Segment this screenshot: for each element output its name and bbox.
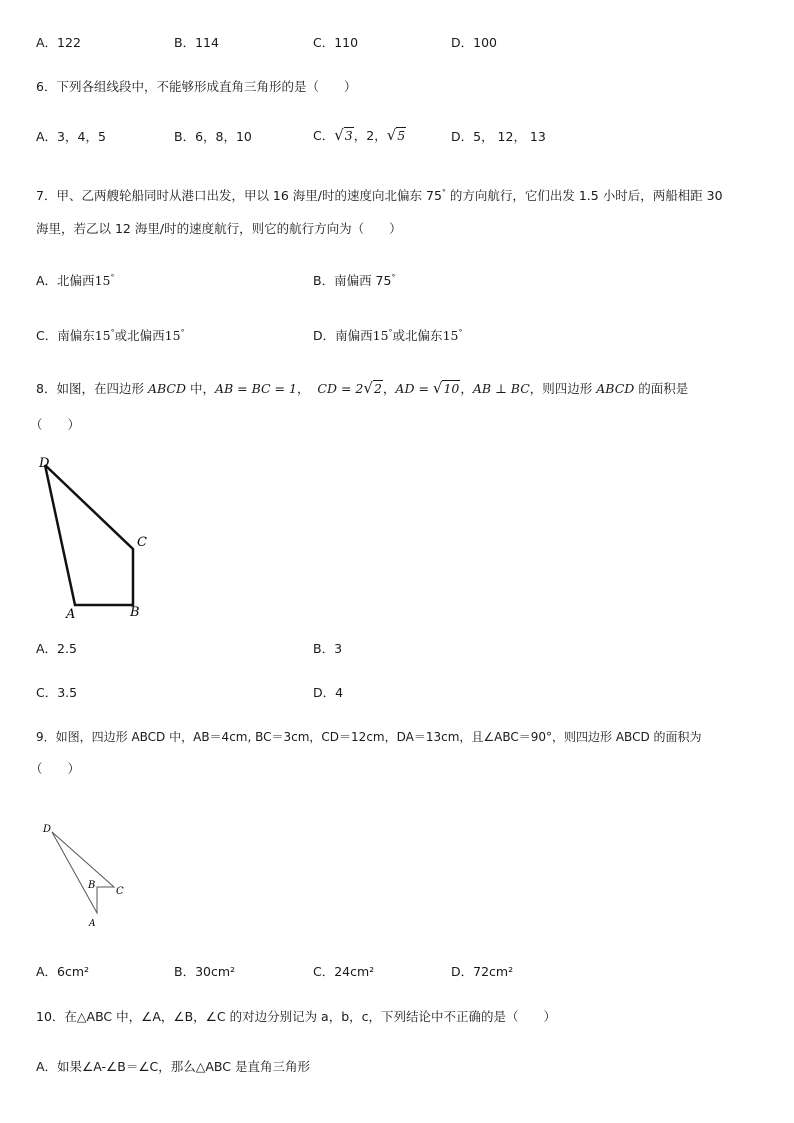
q8-ad-label: AD =: [395, 381, 433, 396]
q9-figure: [36, 815, 136, 930]
degree-sign: °: [180, 328, 185, 337]
q8-label-b: B: [130, 605, 140, 620]
q7-option-a-angle: 15: [94, 273, 111, 289]
q7-option-b: [313, 269, 395, 290]
q6-option-d: D．5， 12， 13: [451, 129, 546, 144]
q8-stem-mid2: ，则四边形: [529, 381, 597, 396]
q10-stem: 10．在△ABC 中，∠A，∠B，∠C 的对边分别记为 a，b，c，下列结论中不正确的是（ ）: [36, 1009, 557, 1024]
q7-option-b-text: B．南偏西 75: [313, 273, 392, 289]
q7-stem-line1: [36, 184, 723, 205]
q9-stem: 9．如图，四边形 ABCD 中，AB＝4cm, BC＝3cm，CD＝12cm，DA＝13cm，且∠ABC＝90°，则四边形 ABCD 的面积为: [36, 730, 702, 744]
q7-option-d: [313, 324, 462, 345]
degree-sign: °: [441, 188, 446, 197]
q6-option-c-prefix: C．: [313, 128, 335, 143]
q7-option-d-angle1: 15: [372, 328, 389, 344]
q6-option-c: [313, 126, 406, 145]
q8-quad-name: ABCD: [596, 381, 635, 396]
sqrt-radicand: 3: [344, 128, 353, 143]
q6-option-b: B．6，8，10: [174, 129, 252, 144]
q10-option-a: A．如果∠A-∠B＝∠C，那么△ABC 是直角三角形: [36, 1059, 310, 1074]
q9-answer-paren: （ ）: [30, 761, 81, 776]
q8-stem-mid1: 中，: [185, 381, 215, 396]
sqrt-radicand: 5: [397, 128, 406, 143]
q9-label-c: C: [116, 886, 124, 897]
q6-option-a: A．3，4，5: [36, 129, 106, 144]
q9-option-b: B．30cm²: [174, 964, 236, 979]
q8-stem-line1: [36, 379, 688, 398]
q7-option-c-text1: C．南偏东: [36, 328, 95, 344]
q7-option-c-text2: 或北偏西: [114, 328, 165, 344]
degree-sign: °: [391, 273, 396, 282]
q9-quadrilateral: [52, 832, 114, 913]
q9-option-c: C．24cm²: [313, 964, 375, 979]
q8-option-a: A．2.5: [36, 641, 77, 656]
q8-stem-end: 的面积是: [634, 381, 689, 396]
q5-option-a: A．122: [36, 35, 81, 50]
q7-stem-part2: 的方向航行，它们出发 1.5 小时后，两船相距 30: [445, 188, 723, 204]
q7-option-c-angle2: 15: [164, 328, 181, 344]
q5-option-d: D．100: [451, 35, 497, 50]
q8-option-b: B．3: [313, 641, 343, 656]
sqrt-2: √2: [363, 379, 382, 397]
q9-option-d: D．72cm²: [451, 964, 514, 979]
q8-cond-perp: AB ⊥ BC: [472, 381, 530, 396]
sqrt-5: √5: [386, 126, 406, 144]
q8-cond-ab-bc: AB = BC = 1: [214, 381, 297, 396]
q5-option-c: C．110: [313, 35, 359, 50]
degree-sign: °: [458, 328, 463, 337]
sqrt-radicand: 10: [443, 381, 460, 396]
q9-label-a: A: [89, 919, 96, 929]
q7-stem-line2: 海里，若乙以 12 海里/时的速度航行，则它的航行方向为（ ）: [36, 221, 402, 236]
separator: ，: [382, 381, 396, 396]
q7-option-d-text1: D．南偏西: [313, 328, 373, 344]
q9-label-b: B: [88, 880, 96, 891]
q8-stem-prefix: 8．如图，在四边形: [36, 381, 148, 396]
q8-label-d: D: [39, 456, 50, 471]
q6-option-c-mid: ，2，: [353, 128, 387, 143]
q8-label-c: C: [137, 535, 147, 550]
q6-stem: 6．下列各组线段中，不能够形成直角三角形的是（ ）: [36, 79, 357, 94]
degree-sign: °: [110, 273, 115, 282]
q8-quad-name: ABCD: [147, 381, 186, 396]
sqrt-10: √10: [432, 379, 460, 397]
q8-quadrilateral: [45, 465, 133, 605]
q8-label-a: A: [66, 607, 76, 622]
q8-cd-label: CD = 2: [317, 381, 364, 396]
separator: ，: [460, 381, 473, 396]
separator: ，: [296, 381, 310, 396]
degree-sign: °: [110, 328, 115, 337]
q8-answer-paren: （ ）: [30, 417, 81, 432]
q7-option-d-text2: 或北偏东: [392, 328, 443, 344]
q8-figure: [30, 450, 160, 625]
q7-option-a-text: A．北偏西: [36, 273, 95, 289]
q5-option-b: B．114: [174, 35, 219, 50]
q7-option-a: [36, 269, 114, 290]
q7-option-c: [36, 324, 185, 345]
degree-sign: °: [388, 328, 393, 337]
q8-option-d: D．4: [313, 685, 344, 700]
q8-option-c: C．3.5: [36, 685, 78, 700]
q9-label-d: D: [43, 824, 52, 835]
sqrt-radicand: 2: [373, 381, 382, 396]
q9-option-a: A．6cm²: [36, 964, 90, 979]
q7-option-d-angle2: 15: [442, 328, 459, 344]
q7-option-c-angle1: 15: [94, 328, 111, 344]
sqrt-3: √3: [334, 126, 353, 144]
q7-stem-part1: 7．甲、乙两艘轮船同时从港口出发，甲以 16 海里/时的速度向北偏东 75: [36, 188, 442, 204]
